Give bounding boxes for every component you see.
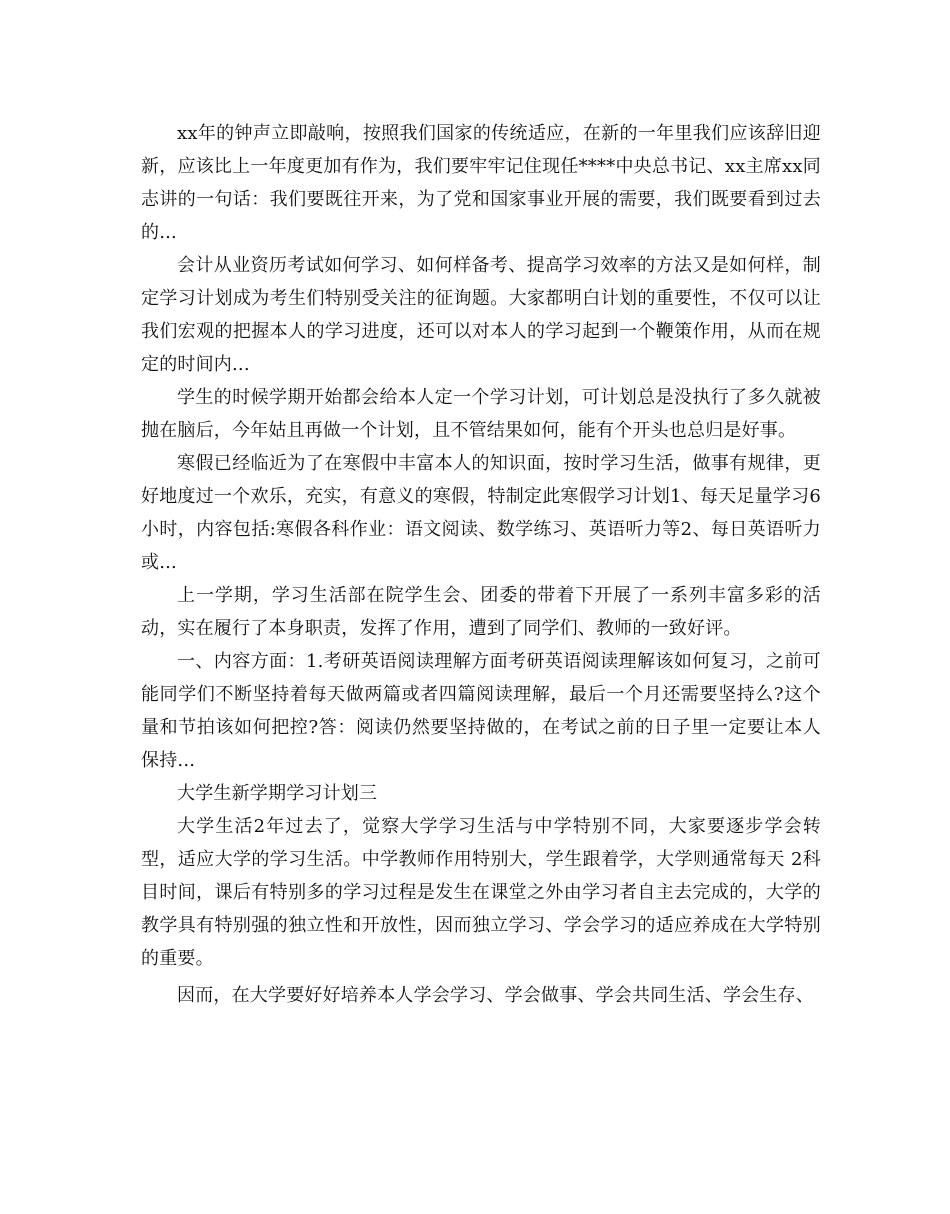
paragraph-university-life: 大学生活2年过去了，觉察大学学习生活与中学特别不同，大家要逐步学会转型，适应大学的学习生活。中学教师作用特别大，学生跟着学，大学则通常每天 2科目时间，课后有特别多的学习过程是发生在课堂之外由学习者自主去完成的，大学的教学具有特别强的独立性和开放性，因而独立学习、学会学习的适应养成在大学特别的重要。 [141, 816, 821, 969]
paragraph-conclusion: 因而，在大学要好好培养本人学会学习、学会做事、学会共同生活、学会生存、 [177, 985, 814, 1006]
paragraph-english-reading: 一、内容方面：1.考研英语阅读理解方面考研英语阅读理解该如何复习，之前可能同学们不断坚持着每天做两篇或者四篇阅读理解，最后一个月还需要坚持么?这个量和节拍该如何把控?答：阅读仍然要坚持做的，在考试之前的日子里一定要让本人保持... [141, 651, 821, 771]
document-body [141, 117, 821, 1012]
paragraph-accounting-exam: 会计从业资历考试如何学习、如何样备考、提高学习效率的方法又是如何样，制定学习计划成为考生们特别受关注的征询题。大家都明白计划的重要性，不仅可以让我们宏观的把握本人的学习进度，还可以对本人的学习起到一个鞭策作用，从而在规定的时间内... [141, 255, 821, 375]
paragraph-study-life-dept: 上一学期，学习生活部在院学生会、团委的带着下开展了一系列丰富多彩的活动，实在履行了本身职责，发挥了作用，遭到了同学们、教师的一致好评。 [141, 585, 821, 639]
paragraph-winter-break: 寒假已经临近为了在寒假中丰富本人的知识面，按时学习生活，做事有规律，更好地度过一个欢乐，充实，有意义的寒假，特制定此寒假学习计划1、每天足量学习6小时，内容包括:寒假各科作业：语文阅读、数学练习、英语听力等2、每日英语听力或... [141, 453, 821, 573]
paragraph-new-year: xx年的钟声立即敲响，按照我们国家的传统适应，在新的一年里我们应该辞旧迎新，应该比上一年度更加有作为，我们要牢牢记住现任****中央总书记、xx主席xx同志讲的一句话：我们要既往开来，为了党和国家事业开展的需要，我们既要看到过去的... [141, 123, 821, 243]
paragraph-semester-plan: 学生的时候学期开始都会给本人定一个学习计划，可计划总是没执行了多久就被抛在脑后，今年姑且再做一个计划，且不管结果如何，能有个开头也总归是好事。 [141, 387, 821, 441]
section-heading: 大学生新学期学习计划三 [177, 783, 378, 804]
